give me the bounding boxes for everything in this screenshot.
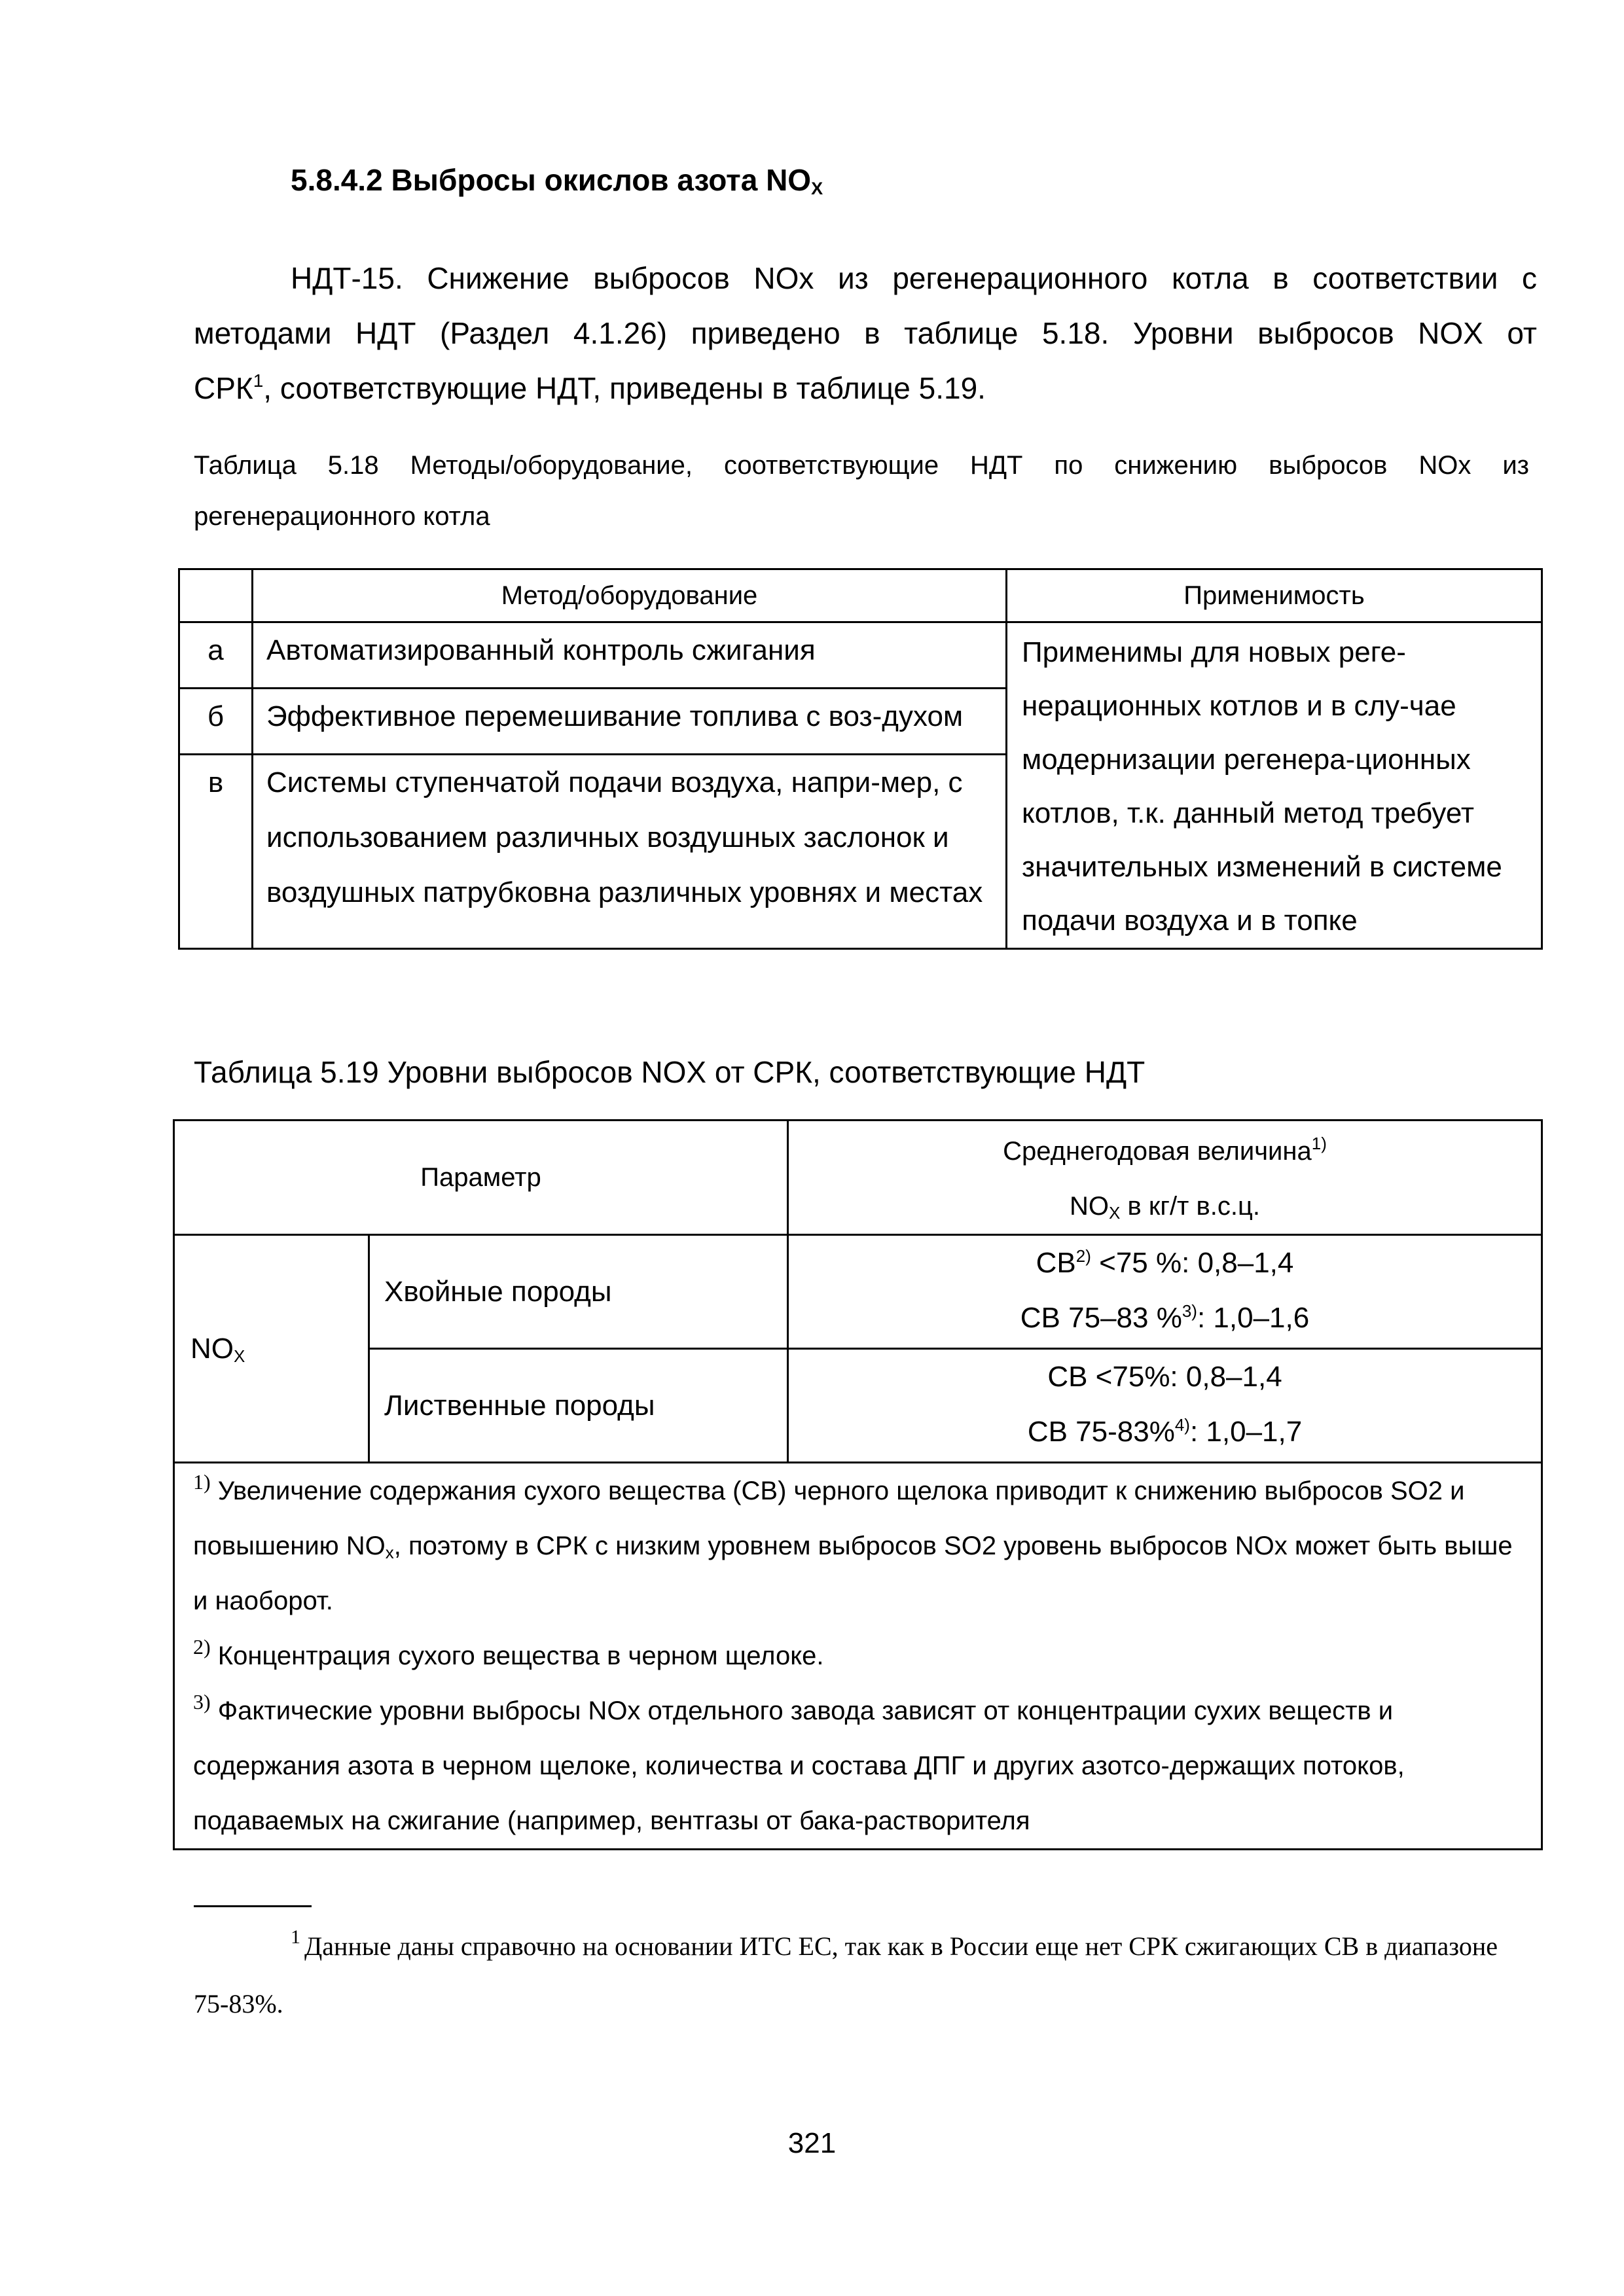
note-3: $^{3)}$ Фактические уровни выбросы NOx отдельного завода зависят от концентрации сухих веществ и содержания азота в черном щелоке, количества и состава ДПГ и других азотсо-держащих потоков, подаваемых на сжигание (например, вентгазы от бака-растворителя xyxy=(193,1690,1405,1835)
wood-kind: Хвойные породы xyxy=(369,1235,788,1349)
value-cell: $СВ^{2)} <75$ %: 0,8–1,4 СВ 75–83 %$^{3)}$: 1,0–1,6 xyxy=(788,1235,1542,1349)
table-5-18-caption-line-1: Таблица 5.18 Методы/оборудование, соответствующие НДТ по снижению выбросов NOx из xyxy=(194,451,1529,480)
wood-kind: Лиственные породы xyxy=(369,1349,788,1463)
row-letter: б xyxy=(179,689,253,755)
table-5-19-caption: Таблица 5.19 Уровни выбросов NOX от СРК, соответствующие НДТ xyxy=(194,1055,1146,1089)
table-5-19 xyxy=(173,1119,1543,1850)
header-method: Метод/оборудование xyxy=(253,569,1007,622)
row-method: Автоматизированный контроль сжигания xyxy=(253,622,1007,689)
intro-line-3: СРК$^1$, соответствующие НДТ, приведены в таблице 5.19. xyxy=(194,370,986,405)
page-number: 321 xyxy=(787,2127,837,2159)
note-2: $^{2)}$ Концентрация сухого вещества в черном щелоке. xyxy=(193,1635,824,1670)
intro-line-1: НДТ-15. Снижение выбросов NOx из регенерационного котла в соответствии с xyxy=(291,261,1537,295)
row-letter: в xyxy=(179,755,253,949)
row-method: Эффективное перемешивание топлива с воз-духом xyxy=(253,689,1007,755)
row-letter: а xyxy=(179,622,253,689)
table-notes xyxy=(174,1463,1542,1850)
table-5-18 xyxy=(178,568,1543,950)
section-heading: 5.8.4.2 Выбросы окислов азота $NO_X$ xyxy=(291,163,823,198)
header-letter-empty xyxy=(179,569,253,622)
header-applicability: Применимость xyxy=(1007,569,1542,622)
row-method: Системы ступенчатой подачи воздуха, напри-мер, с использованием различных воздушных заслонок и воздушных патрубковна различных уровнях и местах xyxy=(253,755,1007,949)
footnote: $^1$ Данные даны справочно на основании ИТС ЕС, так как в России еще нет СРК сжигающих СВ в диапазоне 75-83%. xyxy=(194,1926,1498,2018)
value-cell: СВ <75%: 0,8–1,4 СВ 75-83%$^{4)}$: 1,0–1,7 xyxy=(788,1349,1542,1463)
note-1: $^{1)}$ Увеличение содержания сухого вещества (СВ) черного щелока приводит к снижению выбросов SO2 и повышению NOx, поэтому в СРК с низким уровнем выбросов SO2 уровень выбросов NOx может быть выше и наоборот. xyxy=(193,1470,1513,1615)
intro-line-2: методами НДТ (Раздел 4.1.26) приведено в таблице 5.18. Уровни выбросов NOX от xyxy=(194,316,1537,350)
footnote-ref[interactable]: 1 xyxy=(253,370,264,391)
footnote-separator xyxy=(194,1905,312,1907)
table-5-18-caption-line-2: регенерационного котла xyxy=(194,502,490,531)
header-parameter: Параметр xyxy=(174,1121,788,1235)
header-annual-value: Среднегодовая величина$^{1)}$ NOX в кг/т в.с.ц. xyxy=(788,1121,1542,1235)
nox-label: NOX xyxy=(174,1235,369,1463)
applicability-text: Применимы для новых реге-нерационных котлов и в слу-чае модернизации регенера-ционных котлов, т.к. данный метод требует значительных изменений в системе подачи воздуха и в топке xyxy=(1007,622,1542,949)
